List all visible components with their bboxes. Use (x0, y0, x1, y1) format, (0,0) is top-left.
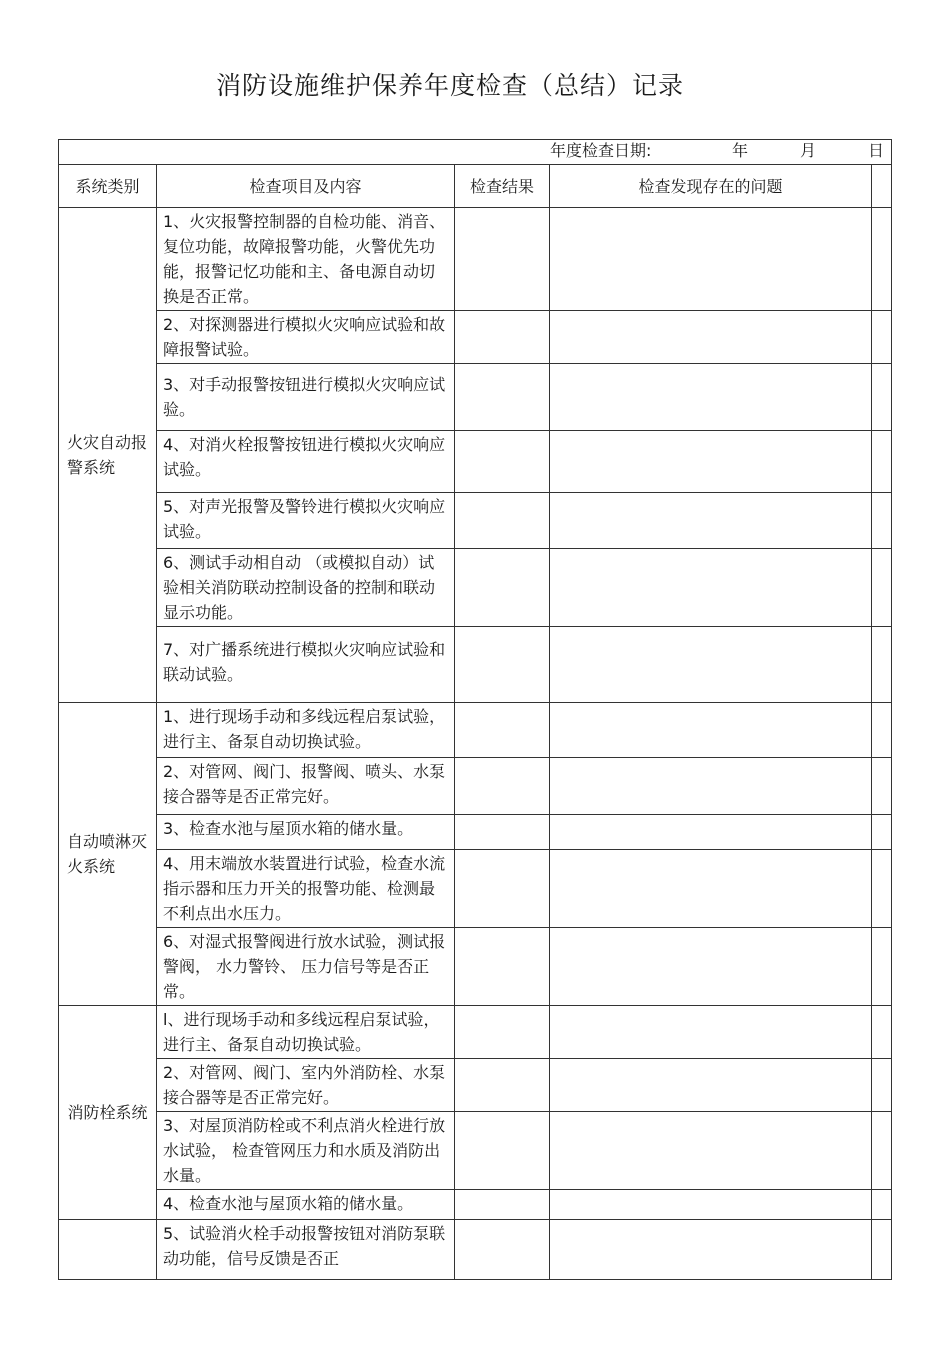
result-cell[interactable] (455, 1190, 550, 1220)
issues-cell[interactable] (550, 431, 872, 493)
issues-cell[interactable] (550, 627, 872, 703)
date-day: 日 (868, 141, 885, 160)
extra-cell (872, 1190, 892, 1220)
issues-cell[interactable] (550, 1059, 872, 1112)
check-item: 4、对消火栓报警按钮进行模拟火灾响应试验。 (157, 431, 455, 493)
table-row (59, 703, 892, 758)
issues-cell[interactable] (550, 815, 872, 850)
result-cell[interactable] (455, 431, 550, 493)
issues-cell[interactable] (550, 758, 872, 815)
check-item: 2、对管网、阀门、报警阀、喷头、水泵接合器等是否正常完好。 (157, 758, 455, 815)
extra-cell (872, 493, 892, 549)
extra-cell (872, 1059, 892, 1112)
check-item: 1、进行现场手动和多线远程启泵试验，进行主、备泵自动切换试验。 (157, 703, 455, 758)
extra-cell (872, 703, 892, 758)
issues-cell[interactable] (550, 1190, 872, 1220)
date-row (59, 140, 892, 165)
table-row (59, 1059, 892, 1112)
check-item: 3、检查水池与屋顶水箱的储水量。 (157, 815, 455, 850)
date-label: 年度检查日期: (550, 141, 652, 160)
extra-cell (872, 1112, 892, 1190)
table-row (59, 1006, 892, 1059)
header-blank (872, 165, 892, 208)
result-cell[interactable] (455, 364, 550, 431)
header-issues: 检查发现存在的问题 (550, 165, 872, 208)
check-item: 5、试验消火栓手动报警按钮对消防泵联动功能，信号反馈是否正 (157, 1220, 455, 1280)
issues-cell[interactable] (550, 208, 872, 311)
table-row (59, 815, 892, 850)
result-cell[interactable] (455, 928, 550, 1006)
check-item: 5、对声光报警及警铃进行模拟火灾响应试验。 (157, 493, 455, 549)
extra-cell (872, 627, 892, 703)
check-item: 2、对管网、阀门、室内外消防栓、水泵接合器等是否正常完好。 (157, 1059, 455, 1112)
extra-cell (872, 208, 892, 311)
table-row (59, 758, 892, 815)
result-cell[interactable] (455, 208, 550, 311)
date-cell (59, 140, 892, 165)
table-row (59, 549, 892, 627)
result-cell[interactable] (455, 311, 550, 364)
issues-cell[interactable] (550, 311, 872, 364)
table-row (59, 431, 892, 493)
extra-cell (872, 758, 892, 815)
header-category: 系统类别 (59, 165, 157, 208)
check-item: 2、对探测器进行模拟火灾响应试验和故障报警试验。 (157, 311, 455, 364)
table-row (59, 627, 892, 703)
result-cell[interactable] (455, 627, 550, 703)
category-fire-alarm: 火灾自动报警系统 (59, 208, 157, 703)
table-row (59, 208, 892, 311)
table-row (59, 1220, 892, 1280)
extra-cell (872, 850, 892, 928)
result-cell[interactable] (455, 703, 550, 758)
check-item: 6、测试手动相自动 （或模拟自动）试验相关消防联动控制设备的控制和联动显示功能。 (157, 549, 455, 627)
issues-cell[interactable] (550, 493, 872, 549)
result-cell[interactable] (455, 1112, 550, 1190)
result-cell[interactable] (455, 815, 550, 850)
check-item: 4、用末端放水装置进行试验，检查水流指示器和压力开关的报警功能、检测最不利点出水压力。 (157, 850, 455, 928)
issues-cell[interactable] (550, 703, 872, 758)
check-item: 3、对屋顶消防栓或不利点消火栓进行放水试验， 检查管网压力和水质及消防出水量。 (157, 1112, 455, 1190)
issues-cell[interactable] (550, 364, 872, 431)
category-hydrant: 消防栓系统 (59, 1006, 157, 1220)
table-row (59, 493, 892, 549)
date-month: 月 (800, 141, 817, 160)
header-result: 检查结果 (455, 165, 550, 208)
result-cell[interactable] (455, 758, 550, 815)
check-item: 4、检查水池与屋顶水箱的储水量。 (157, 1190, 455, 1220)
table-row (59, 1190, 892, 1220)
header-row (59, 165, 892, 208)
extra-cell (872, 928, 892, 1006)
header-items: 检查项目及内容 (157, 165, 455, 208)
check-item: 1、火灾报警控制器的自检功能、消音、复位功能，故障报警功能，火警优先功能，报警记忆功能和主、备电源自动切换是否正常。 (157, 208, 455, 311)
table-row (59, 364, 892, 431)
issues-cell[interactable] (550, 850, 872, 928)
table-row (59, 928, 892, 1006)
page-title: 消防设施维护保养年度检查（总结）记录 (215, 71, 684, 100)
result-cell[interactable] (455, 1059, 550, 1112)
table-row (59, 311, 892, 364)
issues-cell[interactable] (550, 928, 872, 1006)
extra-cell (872, 364, 892, 431)
extra-cell (872, 549, 892, 627)
extra-cell (872, 431, 892, 493)
category-sprinkler: 自动喷淋灭火系统 (59, 703, 157, 1006)
result-cell[interactable] (455, 493, 550, 549)
date-year: 年 (732, 141, 749, 160)
issues-cell[interactable] (550, 549, 872, 627)
extra-cell (872, 815, 892, 850)
check-item: 7、对广播系统进行模拟火灾响应试验和联动试验。 (157, 627, 455, 703)
extra-cell (872, 1006, 892, 1059)
extra-cell (872, 311, 892, 364)
extra-cell (872, 1220, 892, 1280)
issues-cell[interactable] (550, 1220, 872, 1280)
result-cell[interactable] (455, 850, 550, 928)
inspection-table (58, 139, 892, 1280)
table-row (59, 1112, 892, 1190)
category-continued (59, 1220, 157, 1280)
check-item: l、进行现场手动和多线远程启泵试验，进行主、备泵自动切换试验。 (157, 1006, 455, 1059)
issues-cell[interactable] (550, 1006, 872, 1059)
issues-cell[interactable] (550, 1112, 872, 1190)
check-item: 3、对手动报警按钮进行模拟火灾响应试验。 (157, 364, 455, 431)
result-cell[interactable] (455, 549, 550, 627)
result-cell[interactable] (455, 1220, 550, 1280)
check-item: 6、对湿式报警阀进行放水试验，测试报警阀， 水力警铃、 压力信号等是否正常。 (157, 928, 455, 1006)
result-cell[interactable] (455, 1006, 550, 1059)
table-row (59, 850, 892, 928)
